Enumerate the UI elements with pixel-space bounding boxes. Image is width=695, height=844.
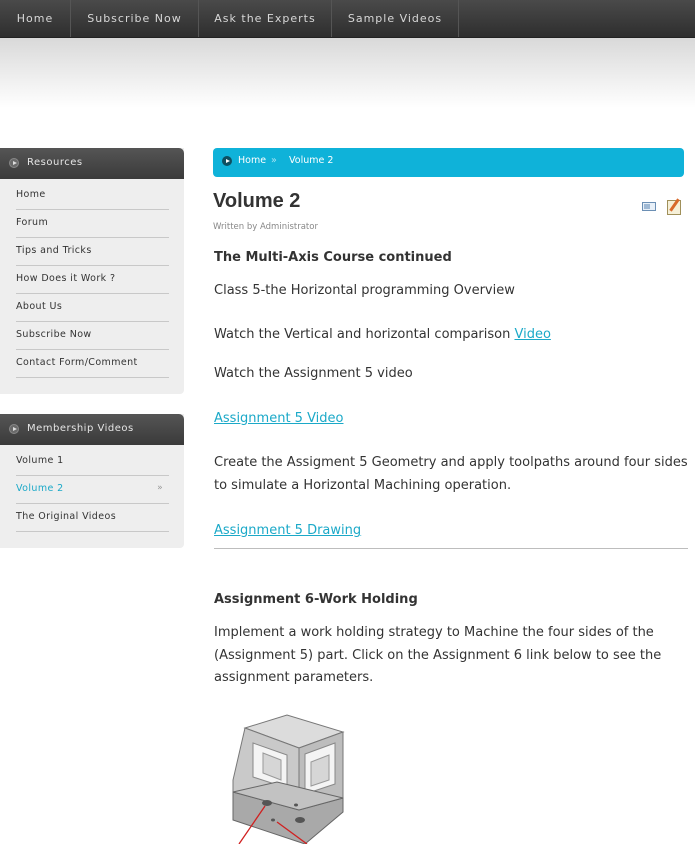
bullet-arrow-icon bbox=[9, 424, 19, 434]
resources-header bbox=[0, 148, 184, 179]
page-title: Volume 2 bbox=[213, 190, 301, 212]
paragraph-geometry: Create the Assigment 5 Geometry and apply toolpaths around four sides to simulate a Horizontal Machining operation. bbox=[214, 455, 688, 493]
edit-icon[interactable] bbox=[667, 200, 681, 215]
double-chevron-right-icon: » bbox=[157, 483, 163, 493]
sidebar-item-tips-and-tricks[interactable]: Tips and Tricks bbox=[16, 238, 169, 266]
bullet-arrow-icon bbox=[9, 158, 19, 168]
bullet-arrow-icon bbox=[222, 156, 232, 166]
sidebar-item-volume-1[interactable]: Volume 1 bbox=[16, 448, 169, 476]
resources-title: Resources bbox=[27, 157, 83, 168]
paragraph-comparison bbox=[214, 324, 690, 347]
breadcrumb-home-link[interactable]: Home bbox=[238, 155, 267, 166]
nav-ask-the-experts[interactable]: Ask the Experts bbox=[199, 0, 332, 37]
nav-home[interactable]: Home bbox=[0, 0, 71, 37]
nav-subscribe-now[interactable]: Subscribe Now bbox=[71, 0, 199, 37]
sidebar-item-about-us[interactable]: About Us bbox=[16, 294, 169, 322]
resources-box bbox=[0, 148, 184, 394]
sidebar-item-volume-2[interactable] bbox=[16, 476, 169, 504]
breadcrumb bbox=[213, 148, 684, 177]
sidebar-item-original-videos[interactable]: The Original Videos bbox=[16, 504, 169, 532]
sidebar-item-how-does-it-work[interactable]: How Does it Work ? bbox=[16, 266, 169, 294]
part-image bbox=[225, 710, 360, 844]
sidebar-item-subscribe-now[interactable]: Subscribe Now bbox=[16, 322, 169, 350]
header-band bbox=[0, 38, 695, 108]
membership-videos-title: Membership Videos bbox=[27, 423, 134, 434]
nav-sample-videos[interactable]: Sample Videos bbox=[332, 0, 459, 37]
section-heading-2: Assignment 6-Work Holding bbox=[214, 592, 418, 607]
assignment-5-video-paragraph bbox=[214, 408, 690, 431]
assignment-5-video-link[interactable]: Assignment 5 Video bbox=[214, 411, 344, 426]
email-icon[interactable] bbox=[642, 202, 656, 211]
assignment-5-drawing-paragraph bbox=[214, 520, 690, 543]
membership-videos-header bbox=[0, 414, 184, 445]
divider bbox=[214, 548, 688, 549]
section-heading-1: The Multi-Axis Course continued bbox=[214, 250, 452, 265]
breadcrumb-separator: » bbox=[271, 155, 277, 166]
membership-videos-box bbox=[0, 414, 184, 548]
sidebar-item-volume-2-label: Volume 2 bbox=[16, 483, 64, 494]
paragraph-class5: Class 5-the Horizontal programming Overview bbox=[214, 283, 515, 298]
comparison-text: Watch the Vertical and horizontal comparison bbox=[214, 327, 515, 342]
sidebar-item-forum[interactable]: Forum bbox=[16, 210, 169, 238]
video-link[interactable]: Video bbox=[514, 327, 551, 342]
breadcrumb-current: Volume 2 bbox=[289, 155, 334, 166]
paragraph-work-holding: Implement a work holding strategy to Machine the four sides of the (Assignment 5) part. Click on the Assignment 6 link below to see the assignment parameters. bbox=[214, 625, 662, 685]
sidebar-item-contact-form[interactable]: Contact Form/Comment bbox=[16, 350, 169, 378]
paragraph-assignment5: Watch the Assignment 5 video bbox=[214, 366, 413, 381]
author-line: Written by Administrator bbox=[213, 222, 318, 232]
sidebar-item-home[interactable]: Home bbox=[16, 182, 169, 210]
top-navigation bbox=[0, 0, 695, 38]
assignment-5-drawing-link[interactable]: Assignment 5 Drawing bbox=[214, 523, 362, 538]
